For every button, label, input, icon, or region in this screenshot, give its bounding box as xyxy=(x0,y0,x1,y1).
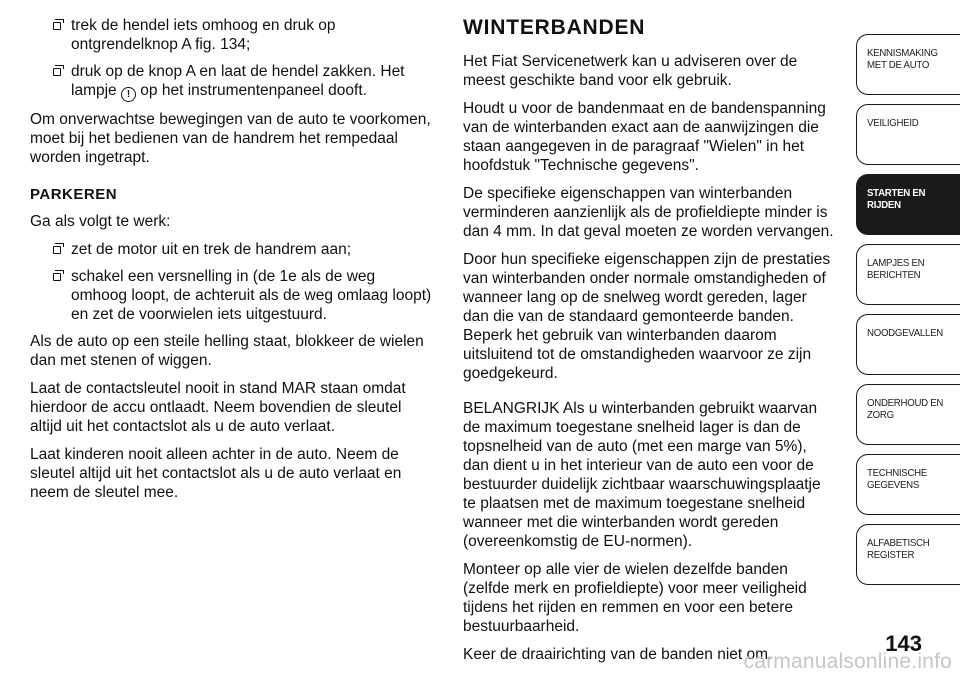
tab-label: VEILIGHEID xyxy=(867,117,919,129)
watermark: carmanualsonline.info xyxy=(743,650,952,673)
tab-starten-en-rijden[interactable] xyxy=(856,174,960,235)
handbrake-warning-lamp-icon: ! xyxy=(121,87,136,102)
tab-label: TECHNISCHE GEGEVENS xyxy=(867,467,928,491)
tab-label: LAMPJES EN BERICHTEN xyxy=(867,257,925,281)
tab-lampjes-en-berichten[interactable] xyxy=(856,244,960,305)
list-item xyxy=(30,62,435,102)
bullet-text: schakel een versnelling in (de 1e als de weg omhoog loopt, de achteruit als de weg omlaag loopt) en zet de voorwielen iets uitgestuurd. xyxy=(71,268,432,323)
checkbox-bullet-icon xyxy=(53,68,61,76)
bullet-text-suffix: op het instrumentenpaneel dooft. xyxy=(140,82,367,99)
tab-alfabetisch-register[interactable] xyxy=(856,524,960,585)
bullet-text: trek de hendel iets omhoog en druk op ontgrendelknop A fig. 134; xyxy=(71,17,336,53)
tab-technische-gegevens[interactable] xyxy=(856,454,960,515)
paragraph: Laat kinderen nooit alleen achter in de auto. Neem de sleutel altijd uit het contactslot als u de auto verlaat en neem de sleutel mee. xyxy=(30,446,402,501)
important-paragraph: BELANGRIJK Als u winterbanden gebruikt waarvan de maximum toegestane snelheid lager is dan de topsnelheid van de auto (met een marge van 5%), dan dient u in het interieur van de auto een voor de bestuurder duidelijk zichtbaar waarschuwingsplaatje te plaatsen met de maximum toegestane snelheid wanneer met die winterbanden wordt gereden (overeenkomstig de EU-normen). xyxy=(463,400,821,550)
left-column xyxy=(30,16,435,511)
paragraph: Monteer op alle vier de wielen dezelfde banden (zelfde merk en profieldiepte) voor meer veiligheid tijdens het rijden en remmen en voor een betere bestuurbaarheid. xyxy=(463,561,807,635)
paragraph: De specifieke eigenschappen van winterbanden verminderen aanzienlijk als de profieldiepte minder is dan 4 mm. In dat geval moeten ze worden vervangen. xyxy=(463,185,834,240)
paragraph: Door hun specifieke eigenschappen zijn de prestaties van winterbanden onder normale omstandigheden of wanneer lang op de snelweg wordt gereden, lager dan die van de standaard gemonteerde banden. Beperk het gebruik van winterbanden daarom uitsluitend tot de omstandigheden waarvoor ze zijn goedgekeurd. xyxy=(463,251,831,382)
paragraph: Keer de draairichting van de banden niet om. xyxy=(463,646,773,663)
section-subheading: PARKEREN xyxy=(30,186,118,203)
paragraph: Het Fiat Servicenetwerk kan u adviseren over de meest geschikte band voor elk gebruik. xyxy=(463,53,798,89)
tab-label: ALFABETISCH REGISTER xyxy=(867,537,930,561)
paragraph: Houdt u voor de bandenmaat en de bandenspanning van de winterbanden exact aan de aanwijzingen die staan aangegeven in de paragraaf "Wielen" in het hoofdstuk "Technische gegevens". xyxy=(463,100,826,174)
tab-veiligheid[interactable] xyxy=(856,104,960,165)
checkbox-bullet-icon xyxy=(53,246,61,254)
checkbox-bullet-icon xyxy=(53,22,61,30)
list-item xyxy=(30,16,435,54)
tab-onderhoud-en-zorg[interactable] xyxy=(856,384,960,445)
page-number: 143 xyxy=(885,631,922,656)
paragraph: Laat de contactsleutel nooit in stand MAR staan omdat hierdoor de accu ontlaadt. Neem bovendien de sleutel altijd uit het contactslot als u de auto verlaat. xyxy=(30,380,406,435)
tab-label: KENNISMAKING MET DE AUTO xyxy=(867,47,938,71)
tab-label: ONDERHOUD EN ZORG xyxy=(867,397,944,421)
list-item xyxy=(30,240,435,259)
right-column xyxy=(463,16,835,673)
tab-label: STARTEN EN RIJDEN xyxy=(867,187,926,211)
paragraph: Ga als volgt te werk: xyxy=(30,213,171,230)
section-heading: WINTERBANDEN xyxy=(463,16,646,39)
checkbox-bullet-icon xyxy=(53,273,61,281)
paragraph: Als de auto op een steile helling staat, blokkeer de wielen dan met stenen of wiggen. xyxy=(30,333,424,369)
tab-kennismaking[interactable] xyxy=(856,34,960,95)
list-item xyxy=(30,267,435,324)
paragraph: Om onverwachtse bewegingen van de auto te voorkomen, moet bij het bedienen van de handrem het rempedaal worden ingetrapt. xyxy=(30,111,431,166)
tab-label: NOODGEVALLEN xyxy=(867,327,943,339)
bullet-text: zet de motor uit en trek de handrem aan; xyxy=(71,241,352,258)
bullet-text: druk op de knop A en laat de hendel zakken. Het lampje xyxy=(71,63,405,99)
chapter-tabs xyxy=(856,34,960,594)
tab-noodgevallen[interactable] xyxy=(856,314,960,375)
